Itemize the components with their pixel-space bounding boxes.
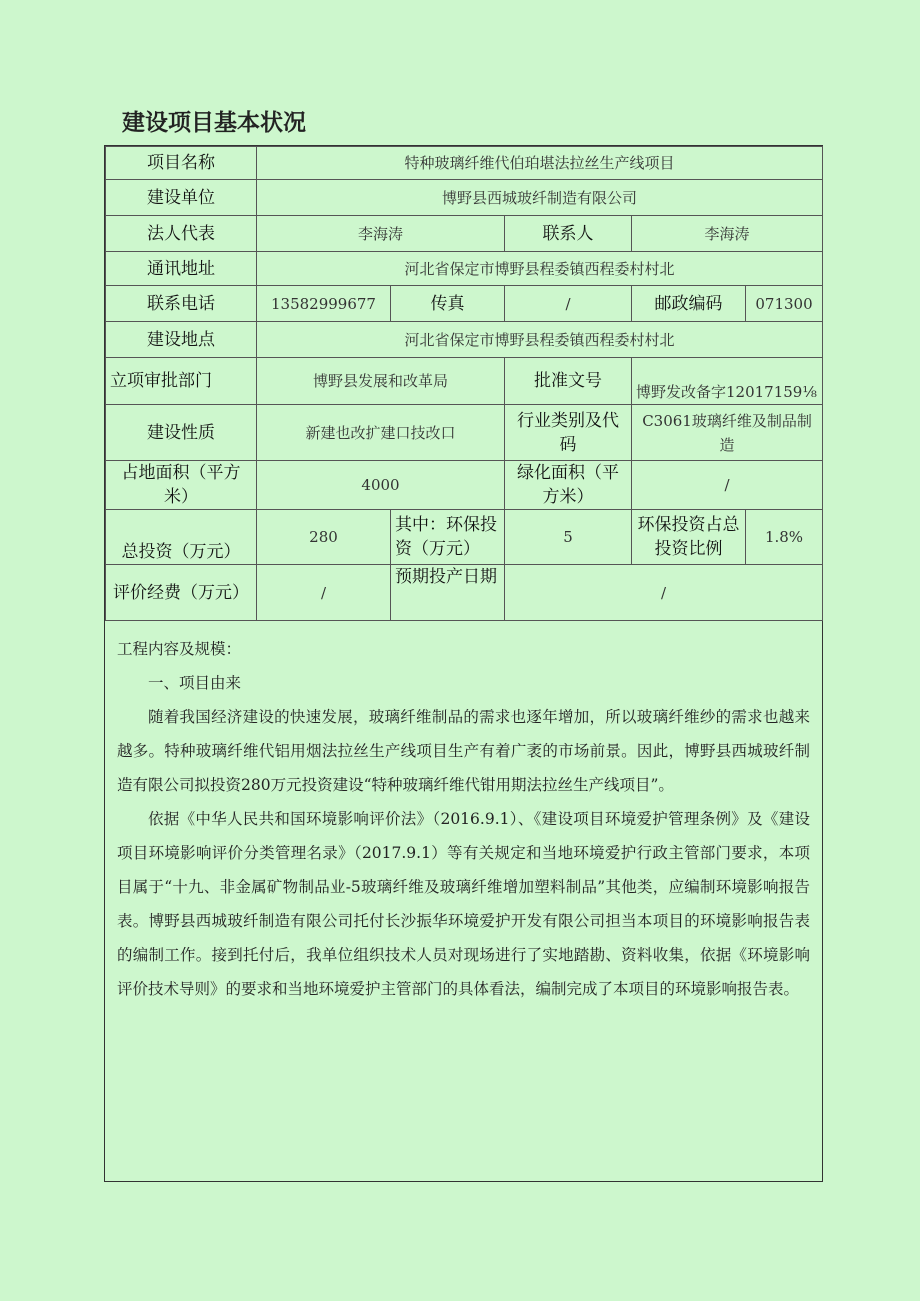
value-land-area: 4000 bbox=[257, 461, 505, 510]
value-builder: 博野县西城玻纤制造有限公司 bbox=[257, 180, 823, 216]
value-green-area: / bbox=[632, 461, 823, 510]
page-title: 建设项目基本状况 bbox=[122, 110, 306, 136]
label-industry: 行业类别及代码 bbox=[505, 405, 632, 461]
value-contact: 李海涛 bbox=[632, 216, 823, 252]
label-address: 通讯地址 bbox=[106, 252, 257, 286]
value-total-invest: 280 bbox=[257, 510, 391, 565]
value-nature: 新建也改扩建口技改口 bbox=[257, 405, 505, 461]
label-postcode: 邮政编码 bbox=[632, 286, 746, 322]
label-builder: 建设单位 bbox=[106, 180, 257, 216]
value-env-invest: 5 bbox=[505, 510, 632, 565]
value-project-name: 特种玻璃纤维代伯珀堪法拉丝生产线项目 bbox=[257, 147, 823, 180]
label-project-name: 项目名称 bbox=[106, 147, 257, 180]
label-eval-fee: 评价经费（万元） bbox=[106, 565, 257, 621]
project-info-table bbox=[105, 146, 823, 621]
content-heading: 工程内容及规模： bbox=[117, 640, 242, 658]
label-green-area: 绿化面积（平方米） bbox=[505, 461, 632, 510]
label-approval-dept: 立项审批部门 bbox=[106, 358, 257, 405]
label-phone: 联系电话 bbox=[106, 286, 257, 322]
paragraph: 随着我国经济建设的快速发展，玻璃纤维制品的需求也逐年增加，所以玻璃纤维纱的需求也越来越多。特种玻璃纤维代铝用烟法拉丝生产线项目生产有着广袤的市场前景。因此，博野县西城玻纤制造有限公司拟投资280万元投资建设“特种玻璃纤维代钳用期法拉丝生产线项目”。 bbox=[117, 708, 810, 794]
value-fax: / bbox=[505, 286, 632, 322]
value-approval-dept: 博野县发展和改革局 bbox=[257, 358, 505, 405]
label-site: 建设地点 bbox=[106, 322, 257, 358]
value-address: 河北省保定市博野县程委镇西程委村村北 bbox=[257, 252, 823, 286]
section-heading: 一、项目由来 bbox=[148, 674, 242, 692]
paragraph: 依据《中华人民共和国环境影响评价法》（2016.9.1）、《建设项目环境爱护管理条例》及《建设项目环境影响评价分类管理名录》（2017.9.1）等有关规定和当地环境爱护行政主管部门要求，本项目属于“十九、非金属矿物制品业-5玻璃纤维及玻璃纤维增加塑料制品”其他类，应编制环境影响报告表。博野县西城玻纤制造有限公司托付长沙振华环境爱护开发有限公司担当本项目的环境影响报告表的编制工作。接到托付后，我单位组织技术人员对现场进行了实地踏勘、资料收集，依据《环境影响评价技术导则》的要求和当地环境爱护主管部门的具体看法，编制完成了本项目的环境影响报告表。 bbox=[117, 810, 810, 998]
label-fax: 传真 bbox=[391, 286, 505, 322]
value-approval-no: 博野发改备字12017159⅛ bbox=[632, 358, 823, 405]
label-approval-no: 批准文号 bbox=[505, 358, 632, 405]
value-legal-rep: 李海涛 bbox=[257, 216, 505, 252]
value-env-ratio: 1.8% bbox=[746, 510, 823, 565]
label-land-area: 占地面积（平方米） bbox=[106, 461, 257, 510]
value-eval-fee: / bbox=[257, 565, 391, 621]
project-content bbox=[105, 624, 822, 1006]
value-industry: C3061玻璃纤维及制品制造 bbox=[632, 405, 823, 461]
label-nature: 建设性质 bbox=[106, 405, 257, 461]
value-start-date: / bbox=[505, 565, 823, 621]
project-info-sheet bbox=[104, 145, 823, 1182]
label-total-invest: 总投资（万元） bbox=[106, 510, 257, 565]
label-env-invest: 其中：环保投资（万元） bbox=[391, 510, 505, 565]
label-contact: 联系人 bbox=[505, 216, 632, 252]
label-legal-rep: 法人代表 bbox=[106, 216, 257, 252]
label-env-ratio: 环保投资占总投资比例 bbox=[632, 510, 746, 565]
label-start-date: 预期投产日期 bbox=[391, 565, 505, 621]
value-site: 河北省保定市博野县程委镇西程委村村北 bbox=[257, 322, 823, 358]
value-phone: 13582999677 bbox=[257, 286, 391, 322]
value-postcode: 071300 bbox=[746, 286, 823, 322]
